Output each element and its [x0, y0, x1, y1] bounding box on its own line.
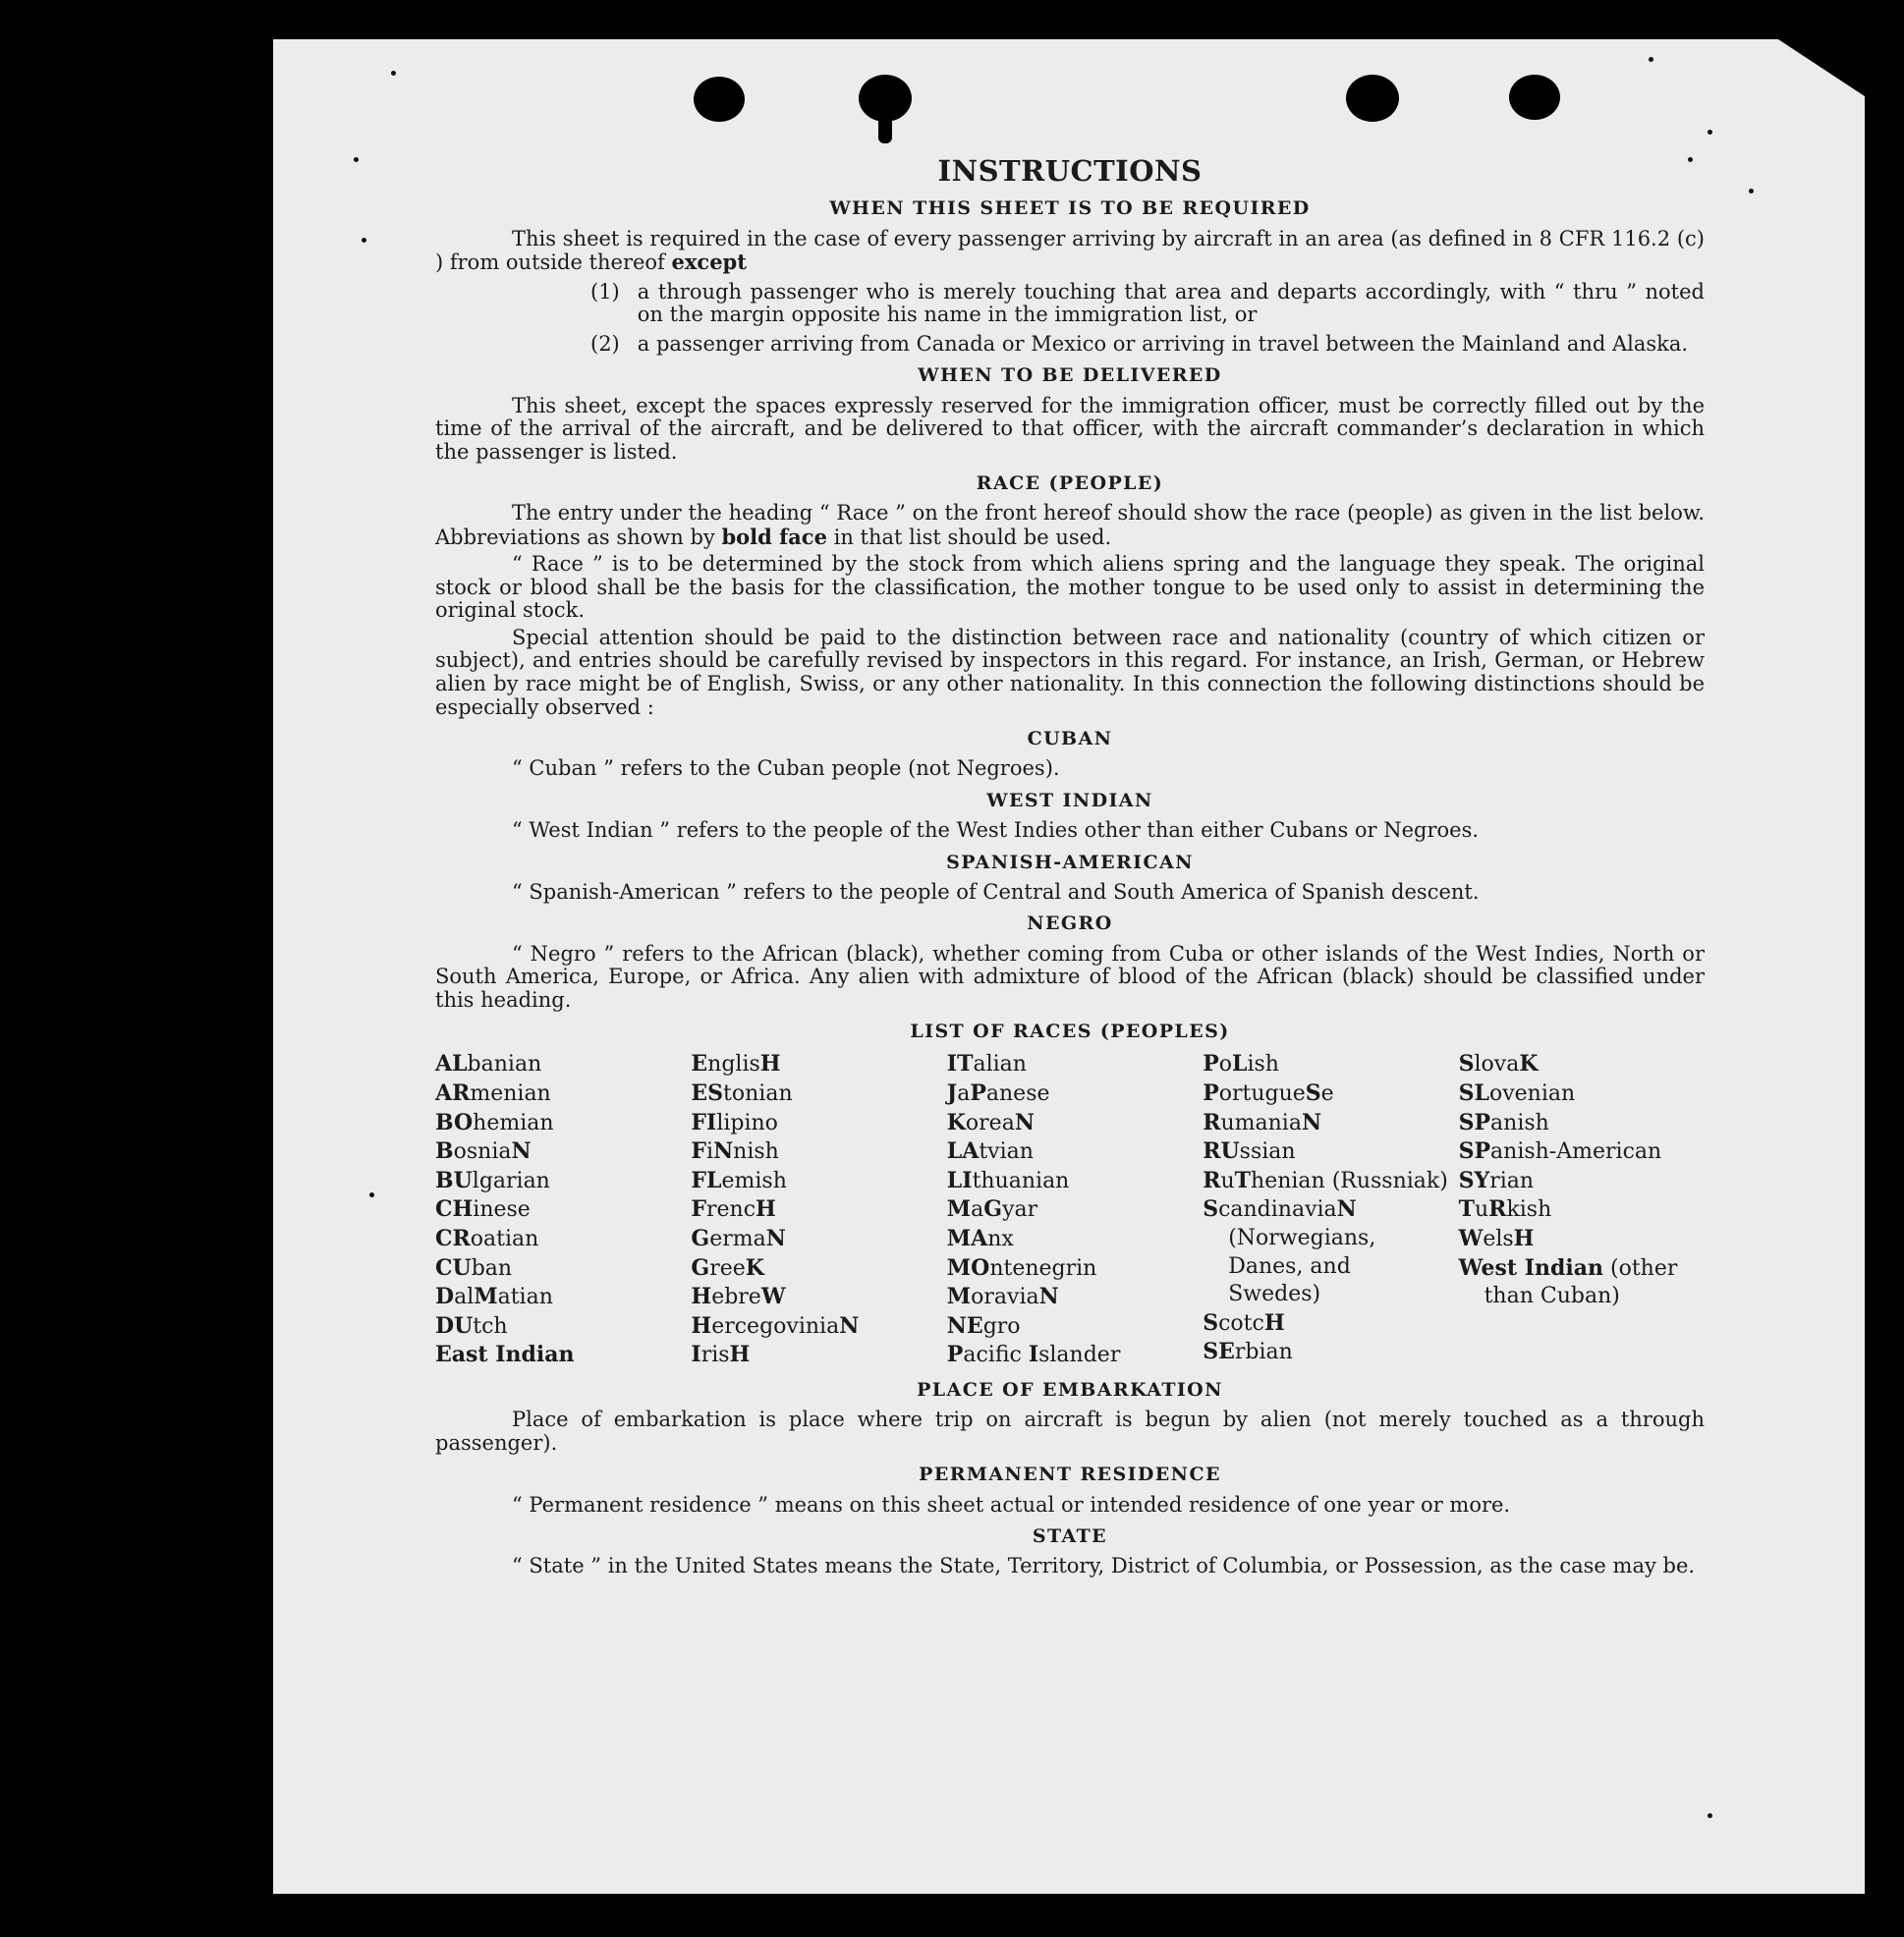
section-heading-west-indian: WEST INDIAN — [986, 789, 1153, 811]
speck — [354, 157, 359, 162]
race-entry: ALbanian — [435, 1051, 542, 1078]
race-entry: CRoatian — [435, 1226, 539, 1252]
race-entry: TuRkish — [1458, 1196, 1552, 1223]
section-heading-embarkation: PLACE OF EMBARKATION — [917, 1378, 1223, 1401]
race-entry: CUban — [435, 1254, 513, 1281]
race-entry: East Indian — [435, 1342, 575, 1368]
residence-text: “ Permanent residence ” means on this sheet actual or intended residence of one year or more. — [512, 1492, 1511, 1517]
speck — [1708, 1813, 1712, 1818]
race-entry: LAtvian — [946, 1138, 1034, 1165]
race-paragraph-1: The entry under the heading “ Race ” on the front hereof should show the race (people) as given in the list below. Abbreviations as shown by bold face in that list should be used. — [435, 501, 1705, 549]
race-entry: MoraviaN — [946, 1284, 1059, 1310]
race-entry: BosniaN — [435, 1138, 532, 1165]
race-entry: PortugueSe — [1203, 1080, 1334, 1107]
document-sheet — [273, 39, 1865, 1894]
race-entry: West Indian (other than Cuban) — [1458, 1254, 1678, 1309]
speck — [1649, 57, 1653, 62]
instructions-content — [435, 155, 1705, 1584]
cuban-text: “ Cuban ” refers to the Cuban people (not Negroes). — [512, 756, 1060, 781]
race-entry: MaGyar — [946, 1196, 1038, 1223]
race-entry: JaPanese — [946, 1080, 1050, 1107]
speck — [1708, 130, 1712, 135]
race-entry: PoLish — [1203, 1051, 1279, 1078]
punch-hole — [1509, 75, 1560, 120]
race-entry: BUlgarian — [435, 1167, 550, 1193]
race-entry: GreeK — [691, 1254, 764, 1281]
race-entry: Pacific Islander — [946, 1342, 1121, 1368]
races-column — [947, 1050, 1193, 1370]
race-entry: ARmenian — [435, 1080, 551, 1107]
speck — [1749, 189, 1754, 194]
negro-text: “ Negro ” refers to the African (black), whether coming from Cuba or other islands of the West Indies, North or South America, Europe, or Africa. Any alien with admixture of blood of the African (black) should be classified under this heading. — [435, 941, 1705, 1012]
race-entry: SLovenian — [1458, 1080, 1576, 1107]
state-text: “ State ” in the United States means the State, Territory, District of Columbia, or Possession, as the case may be. — [512, 1554, 1696, 1578]
section-heading-spanish-american: SPANISH-AMERICAN — [946, 851, 1194, 873]
race-entry: SErbian — [1203, 1339, 1293, 1365]
section-heading-state: STATE — [1032, 1525, 1108, 1548]
race-entry: KoreaN — [946, 1109, 1035, 1135]
section-heading-delivered: WHEN TO BE DELIVERED — [918, 364, 1222, 387]
exception-item: (2) a passenger arriving from Canada or Mexico or arriving in travel between the Mainland and Alaska. — [590, 331, 1689, 356]
race-entry: ScotcH — [1203, 1309, 1285, 1336]
race-entry: DUtch — [435, 1312, 508, 1339]
race-entry: SPanish-American — [1458, 1138, 1662, 1165]
punch-hole — [859, 75, 912, 122]
exception-item: (1) a through passenger who is merely touching that area and departs accordingly, with “ thru ” noted on the margin opposite his name in the immigration list, or — [590, 279, 1705, 327]
race-entry: BOhemian — [435, 1109, 554, 1135]
section-heading-negro: NEGRO — [1027, 913, 1113, 935]
race-entry: LIthuanian — [946, 1167, 1070, 1193]
race-entry: ScandinaviaN (Norwegians, Danes, and Swedes) — [1203, 1196, 1376, 1307]
races-column — [435, 1050, 681, 1370]
races-column — [691, 1050, 936, 1370]
race-entry: MOntenegrin — [946, 1254, 1097, 1281]
race-paragraph-2: “ Race ” is to be determined by the stock from which aliens spring and the language they speak. The original stock or blood shall be the basis for the classification, the mother tongue to be used only to assist in determining the original stock. — [435, 552, 1705, 623]
race-entry: CHinese — [435, 1196, 531, 1223]
page-title: INSTRUCTIONS — [937, 154, 1203, 188]
race-entry: FIlipino — [691, 1109, 778, 1135]
folded-corner — [1778, 39, 1865, 96]
race-entry: RUssian — [1203, 1138, 1296, 1165]
spanish-american-text: “ Spanish-American ” refers to the people of Central and South America of Spanish descent. — [512, 879, 1480, 904]
race-entry: WelsH — [1458, 1226, 1535, 1252]
speck — [391, 71, 396, 76]
race-entry: MAnx — [946, 1226, 1014, 1252]
race-entry: FiNnish — [691, 1138, 779, 1165]
required-intro: This sheet is required in the case of every passenger arriving by aircraft in an area (as defined in 8 CFR 116.2 (c) ) from outside thereof except — [435, 226, 1705, 275]
punch-hole — [1346, 75, 1399, 122]
race-entry: DalMatian — [435, 1284, 553, 1310]
race-entry: HercegoviniaN — [691, 1312, 860, 1339]
punch-hole — [694, 77, 745, 122]
section-heading-races-list: LIST OF RACES (PEOPLES) — [910, 1021, 1230, 1043]
race-entry: EnglisH — [691, 1051, 781, 1078]
races-column — [1203, 1050, 1448, 1370]
race-entry: GermaN — [691, 1226, 786, 1252]
race-paragraph-3: Special attention should be paid to the distinction between race and nationality (country of which citizen or subject), and entries should be carefully revised by inspectors in this regard. For instance, an Irish, German, or Hebrew alien by race might be of English, Swiss, or any other nationality. In this connection the following distinctions should be especially observed : — [435, 625, 1705, 719]
race-entry: RuThenian (Russniak) — [1203, 1167, 1448, 1193]
speck — [362, 238, 366, 243]
races-column — [1459, 1050, 1705, 1370]
race-entry: FrencH — [691, 1196, 776, 1223]
race-entry: EStonian — [691, 1080, 793, 1107]
embarkation-text: Place of embarkation is place where trip on aircraft is begun by alien (not merely touched as a through passenger). — [435, 1408, 1705, 1455]
races-list — [435, 1050, 1705, 1370]
speck — [369, 1192, 374, 1197]
section-heading-residence: PERMANENT RESIDENCE — [919, 1464, 1221, 1486]
west-indian-text: “ West Indian ” refers to the people of the West Indies other than either Cubans or Negroes. — [512, 818, 1480, 843]
race-entry: IrisH — [691, 1342, 751, 1368]
section-heading-cuban: CUBAN — [1027, 728, 1113, 750]
exceptions-list — [435, 281, 1705, 357]
race-entry: HebreW — [691, 1284, 786, 1310]
race-entry: ITalian — [946, 1051, 1027, 1078]
race-entry: SYrian — [1458, 1167, 1535, 1193]
race-entry: FLemish — [691, 1167, 787, 1193]
race-entry: SlovaK — [1458, 1051, 1539, 1078]
race-entry: NEgro — [946, 1312, 1021, 1339]
section-heading-race: RACE (PEOPLE) — [976, 472, 1164, 495]
race-entry: RumaniaN — [1203, 1109, 1322, 1135]
race-entry: SPanish — [1458, 1109, 1549, 1135]
section-heading-required: WHEN THIS SHEET IS TO BE REQUIRED — [829, 197, 1311, 220]
delivered-text: This sheet, except the spaces expressly reserved for the immigration officer, must be correctly filled out by the time of the arrival of the aircraft, and be delivered to that officer, with the aircraft commander’s declaration in which the passenger is listed. — [435, 393, 1705, 464]
